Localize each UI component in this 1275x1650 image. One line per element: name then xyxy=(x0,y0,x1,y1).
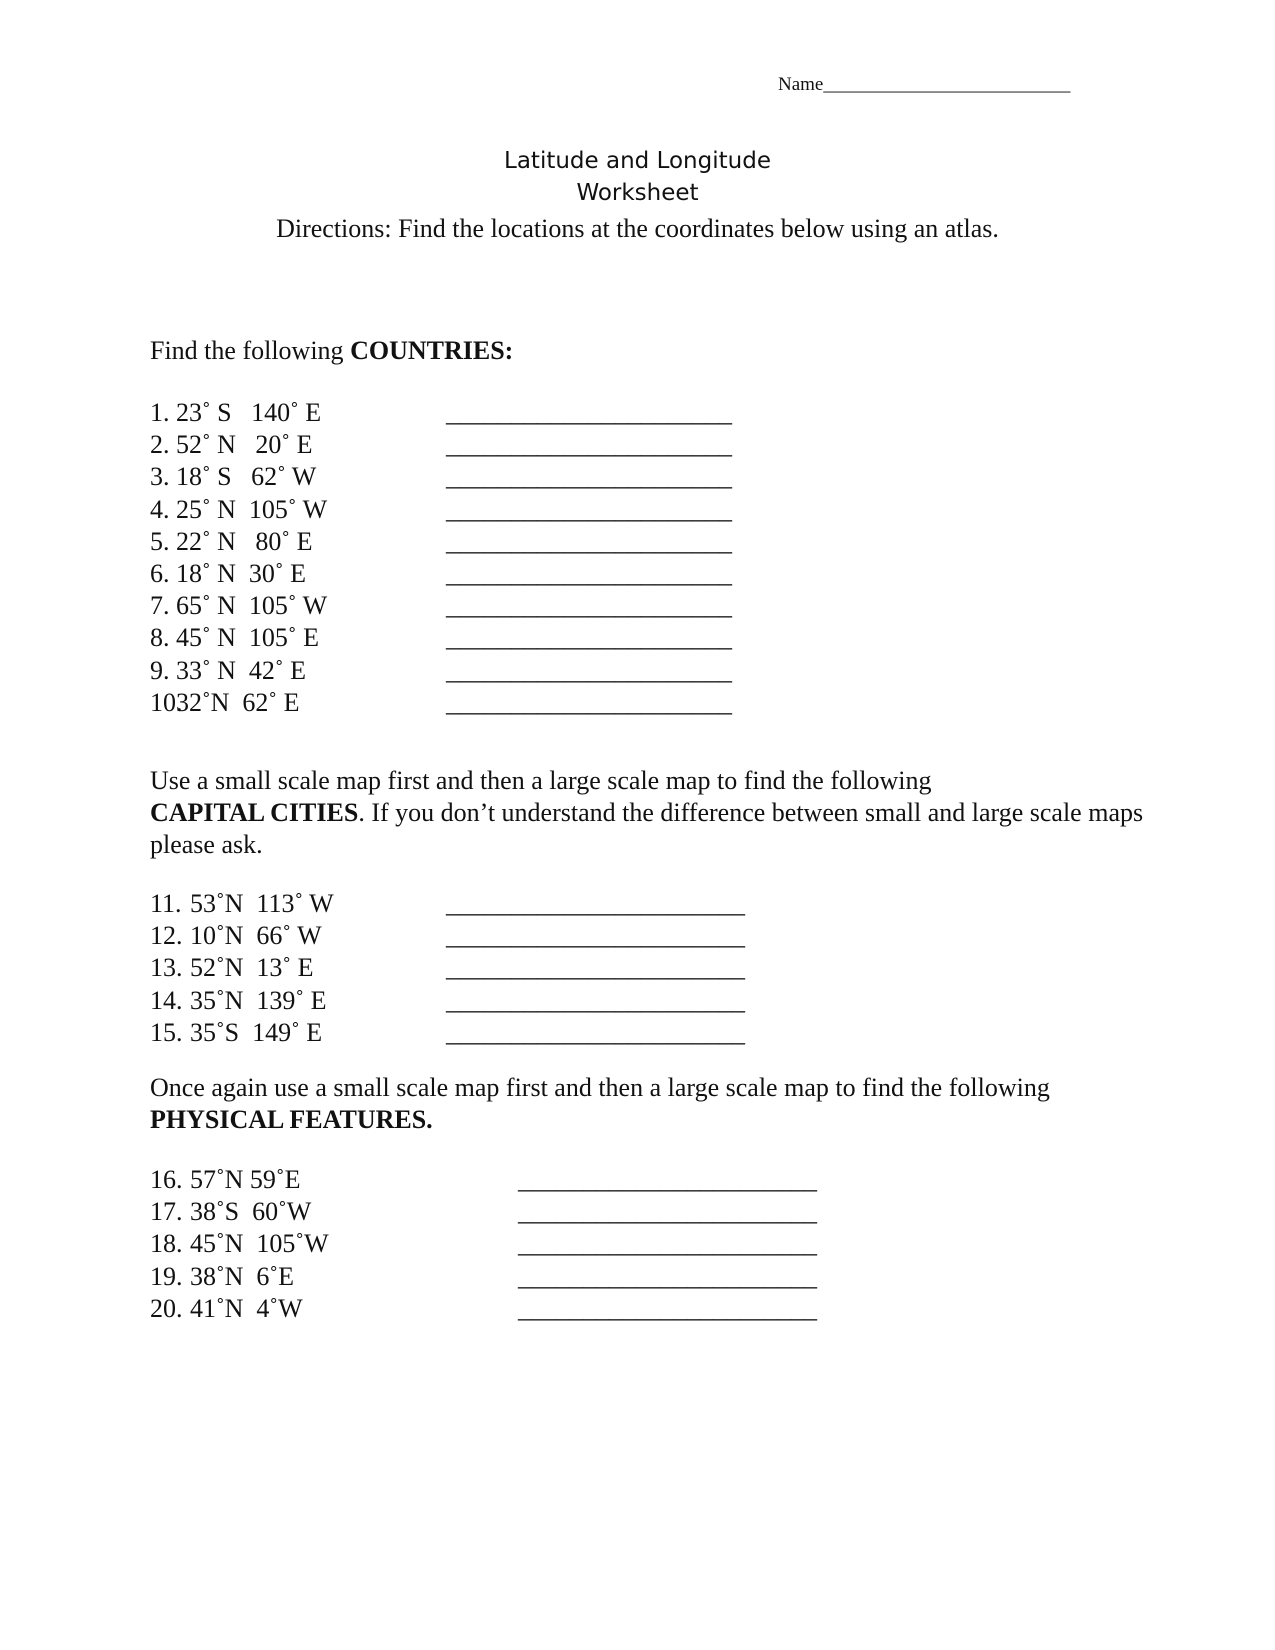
answer-blank[interactable]: ______________________ xyxy=(446,687,732,717)
question-row xyxy=(150,1164,817,1196)
answer-blank[interactable]: _______________________ xyxy=(518,1261,817,1291)
coordinate-text: 25˚ N 105˚ W xyxy=(176,494,328,524)
answer-blank[interactable]: ______________________ xyxy=(446,430,732,460)
question-number: 17. xyxy=(150,1197,183,1227)
question-number: 8. xyxy=(150,623,170,653)
answer-blank[interactable]: ______________________ xyxy=(446,494,732,524)
worksheet-subtitle: Worksheet xyxy=(576,180,699,206)
answer-blank[interactable]: _______________________ xyxy=(518,1293,817,1323)
question-number: 18. xyxy=(150,1229,183,1259)
answer-blank[interactable]: _______________________ xyxy=(518,1229,817,1259)
question-number: 3. xyxy=(150,462,170,492)
physical-intro-text: Once again use a small scale map first and then a large scale map to find the following xyxy=(150,1073,1050,1102)
question-row xyxy=(150,397,732,429)
answer-blank[interactable]: ______________________ xyxy=(446,526,732,556)
coordinate-text: 33˚ N 42˚ E xyxy=(176,655,306,685)
coordinate-text: 35˚S 149˚ E xyxy=(190,1017,323,1047)
question-number: 20. xyxy=(150,1293,183,1323)
question-row xyxy=(150,985,745,1017)
question-number: 12. xyxy=(150,921,183,951)
answer-blank[interactable]: _______________________ xyxy=(446,889,745,918)
answer-blank[interactable]: _______________________ xyxy=(446,985,745,1015)
question-row xyxy=(150,1261,817,1293)
question-number: 9. xyxy=(150,655,170,685)
coordinate-text: 65˚ N 105˚ W xyxy=(176,591,328,621)
question-row xyxy=(150,1293,817,1325)
question-row xyxy=(150,952,745,984)
question-row xyxy=(150,526,732,558)
question-number: 4. xyxy=(150,494,170,524)
coordinate-text: 57˚N 59˚E xyxy=(190,1165,301,1194)
coordinate-text: 38˚N 6˚E xyxy=(190,1261,294,1291)
question-row xyxy=(150,920,745,952)
coordinate-text: 53˚N 113˚ W xyxy=(190,889,334,918)
coordinate-text: 18˚ S 62˚ W xyxy=(176,462,317,492)
answer-blank[interactable]: ______________________ xyxy=(446,398,732,427)
name-field-label[interactable]: Name__________________________ xyxy=(778,74,1071,95)
question-number: 6. xyxy=(150,558,170,588)
coordinate-text: 38˚S 60˚W xyxy=(190,1197,312,1227)
question-row xyxy=(150,655,732,687)
question-row xyxy=(150,461,732,493)
coordinate-text: 22˚ N 80˚ E xyxy=(176,526,313,556)
countries-intro xyxy=(150,335,1150,367)
question-number: 2. xyxy=(150,430,170,460)
question-row xyxy=(150,1017,745,1049)
capitals-intro-bold: CAPITAL CITIES xyxy=(150,798,359,827)
coordinate-text: 52˚ N 20˚ E xyxy=(176,430,313,460)
countries-list xyxy=(150,397,732,719)
capitals-intro-text-b: . If you don’t understand the difference between small and large scale maps please ask. xyxy=(150,798,1144,859)
answer-blank[interactable]: ______________________ xyxy=(446,623,732,653)
answer-blank[interactable]: ______________________ xyxy=(446,591,732,621)
coordinate-text: 10˚N 66˚ W xyxy=(190,921,322,951)
coordinate-text: 41˚N 4˚W xyxy=(190,1293,303,1323)
question-row xyxy=(150,494,732,526)
physical-list xyxy=(150,1164,817,1325)
countries-intro-bold: COUNTRIES: xyxy=(350,336,514,365)
question-row xyxy=(150,1228,817,1260)
question-row xyxy=(150,558,732,590)
question-row xyxy=(150,429,732,461)
answer-blank[interactable]: ______________________ xyxy=(446,558,732,588)
capitals-list xyxy=(150,888,745,1049)
answer-blank[interactable]: ______________________ xyxy=(446,655,732,685)
question-number: 14. xyxy=(150,985,183,1015)
capitals-intro xyxy=(150,765,1150,861)
directions-text: Directions: Find the locations at the coordinates below using an atlas. xyxy=(276,214,999,243)
question-number: 10. xyxy=(150,687,183,717)
answer-blank[interactable]: ______________________ xyxy=(446,462,732,492)
question-number: 5. xyxy=(150,526,170,556)
question-number: 13. xyxy=(150,953,183,983)
coordinate-text: 18˚ N 30˚ E xyxy=(176,558,306,588)
coordinate-text: 32˚N 62˚ E xyxy=(176,687,300,717)
answer-blank[interactable]: _______________________ xyxy=(446,1017,745,1047)
coordinate-text: 52˚N 13˚ E xyxy=(190,953,314,983)
coordinate-text: 35˚N 139˚ E xyxy=(190,985,327,1015)
countries-intro-text: Find the following xyxy=(150,336,351,365)
answer-blank[interactable]: _______________________ xyxy=(518,1165,817,1194)
capitals-intro-text: Use a small scale map first and then a large scale map to find the following xyxy=(150,766,932,795)
coordinate-text: 45˚N 105˚W xyxy=(190,1229,329,1259)
question-row xyxy=(150,888,745,920)
question-row xyxy=(150,590,732,622)
question-number: 11. xyxy=(150,889,182,918)
question-number: 19. xyxy=(150,1261,183,1291)
physical-intro xyxy=(150,1072,1150,1136)
question-number: 1. xyxy=(150,398,170,427)
answer-blank[interactable]: _______________________ xyxy=(446,953,745,983)
answer-blank[interactable]: _______________________ xyxy=(518,1197,817,1227)
coordinate-text: 23˚ S 140˚ E xyxy=(176,398,322,427)
answer-blank[interactable]: _______________________ xyxy=(446,921,745,951)
worksheet-title: Latitude and Longitude xyxy=(504,148,771,174)
coordinate-text: 45˚ N 105˚ E xyxy=(176,623,319,653)
question-row xyxy=(150,1196,817,1228)
question-number: 15. xyxy=(150,1017,183,1047)
question-number: 7. xyxy=(150,591,170,621)
question-row xyxy=(150,622,732,654)
question-row xyxy=(150,687,732,719)
question-number: 16. xyxy=(150,1165,183,1194)
physical-intro-bold: PHYSICAL FEATURES. xyxy=(150,1105,433,1134)
